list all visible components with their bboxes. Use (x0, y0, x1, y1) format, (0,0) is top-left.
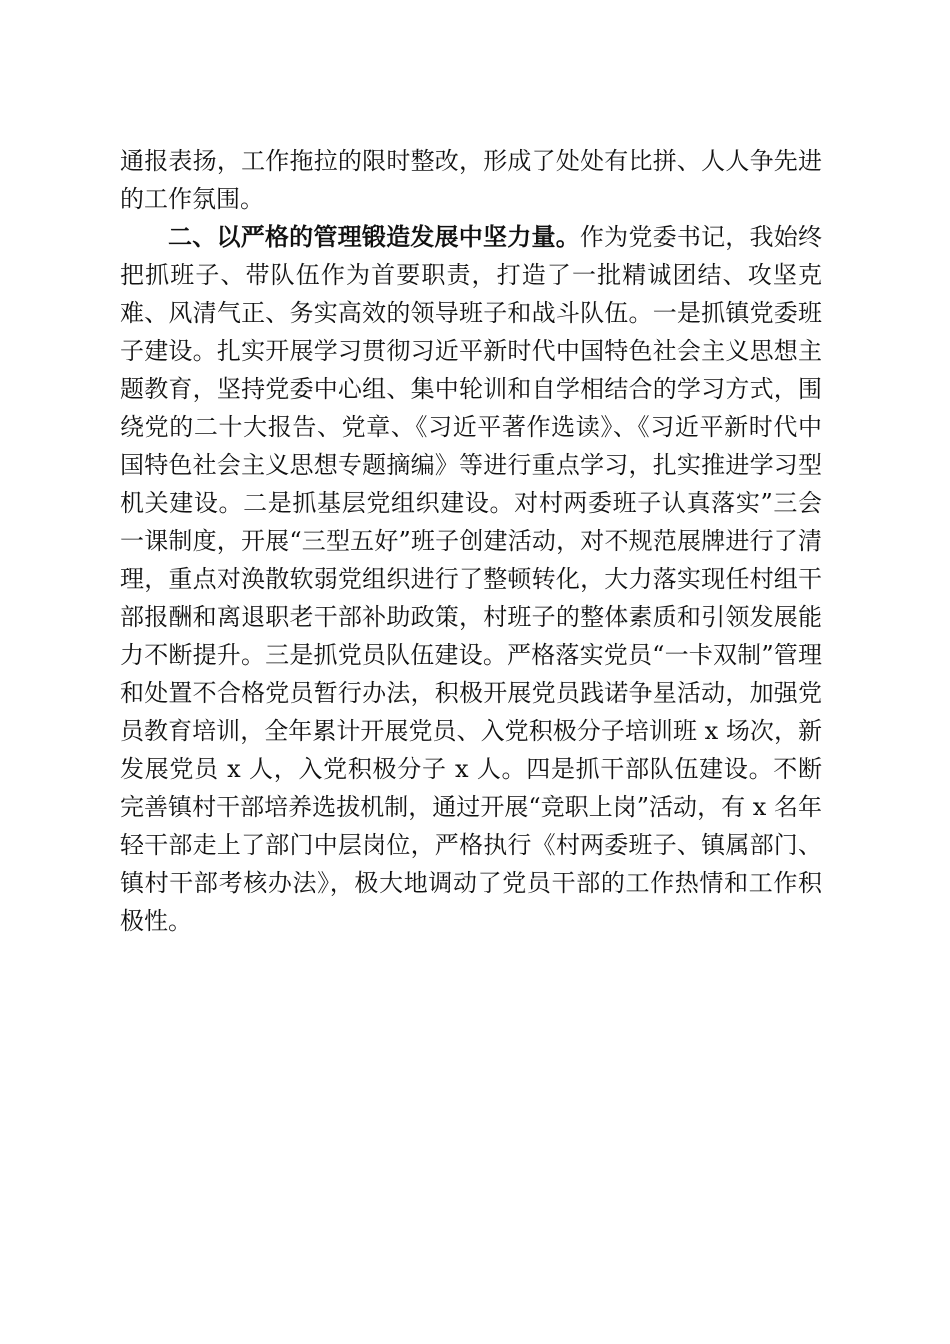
paragraph-text: 通报表扬，工作拖拉的限时整改，形成了处处有比拼、人人争先进的工作氛围。 (120, 147, 822, 213)
section-heading: 二、以严格的管理锻造发展中坚力量。 (168, 223, 580, 251)
paragraph-continuation (120, 142, 822, 218)
paragraph-section-two (120, 218, 822, 940)
paragraph-text: 作为党委书记，我始终把抓班子、带队伍作为首要职责，打造了一批精诚团结、攻坚克难、风清气正、务实高效的领导班子和战斗队伍。一是抓镇党委班子建设。扎实开展学习贯彻习近平新时代中国特色社会主义思想主题教育，坚持党委中心组、集中轮训和自学相结合的学习方式，围绕党的二十大报告、党章、《习近平著作选读》、《习近平新时代中国特色社会主义思想专题摘编》等进行重点学习，扎实推进学习型机关建设。二是抓基层党组织建设。对村两委班子认真落实”三会一课制度，开展“三型五好”班子创建活动，对不规范展牌进行了清理，重点对涣散软弱党组织进行了整顿转化，大力落实现任村组干部报酬和离退职老干部补助政策，村班子的整体素质和引领发展能力不断提升。三是抓党员队伍建设。严格落实党员“一卡双制”管理和处置不合格党员暂行办法，积极开展党员践诺争星活动，加强党员教育培训，全年累计开展党员、入党积极分子培训班 x 场次，新发展党员 x 人，入党积极分子 x 人。四是抓干部队伍建设。不断完善镇村干部培养选拔机制，通过开展“竞职上岗”活动，有 x 名年轻干部走上了部门中层岗位，严格执行《村两委班子、镇属部门、镇村干部考核办法》，极大地调动了党员干部的工作热情和工作积极性。 (120, 223, 822, 935)
document-body (120, 142, 822, 940)
